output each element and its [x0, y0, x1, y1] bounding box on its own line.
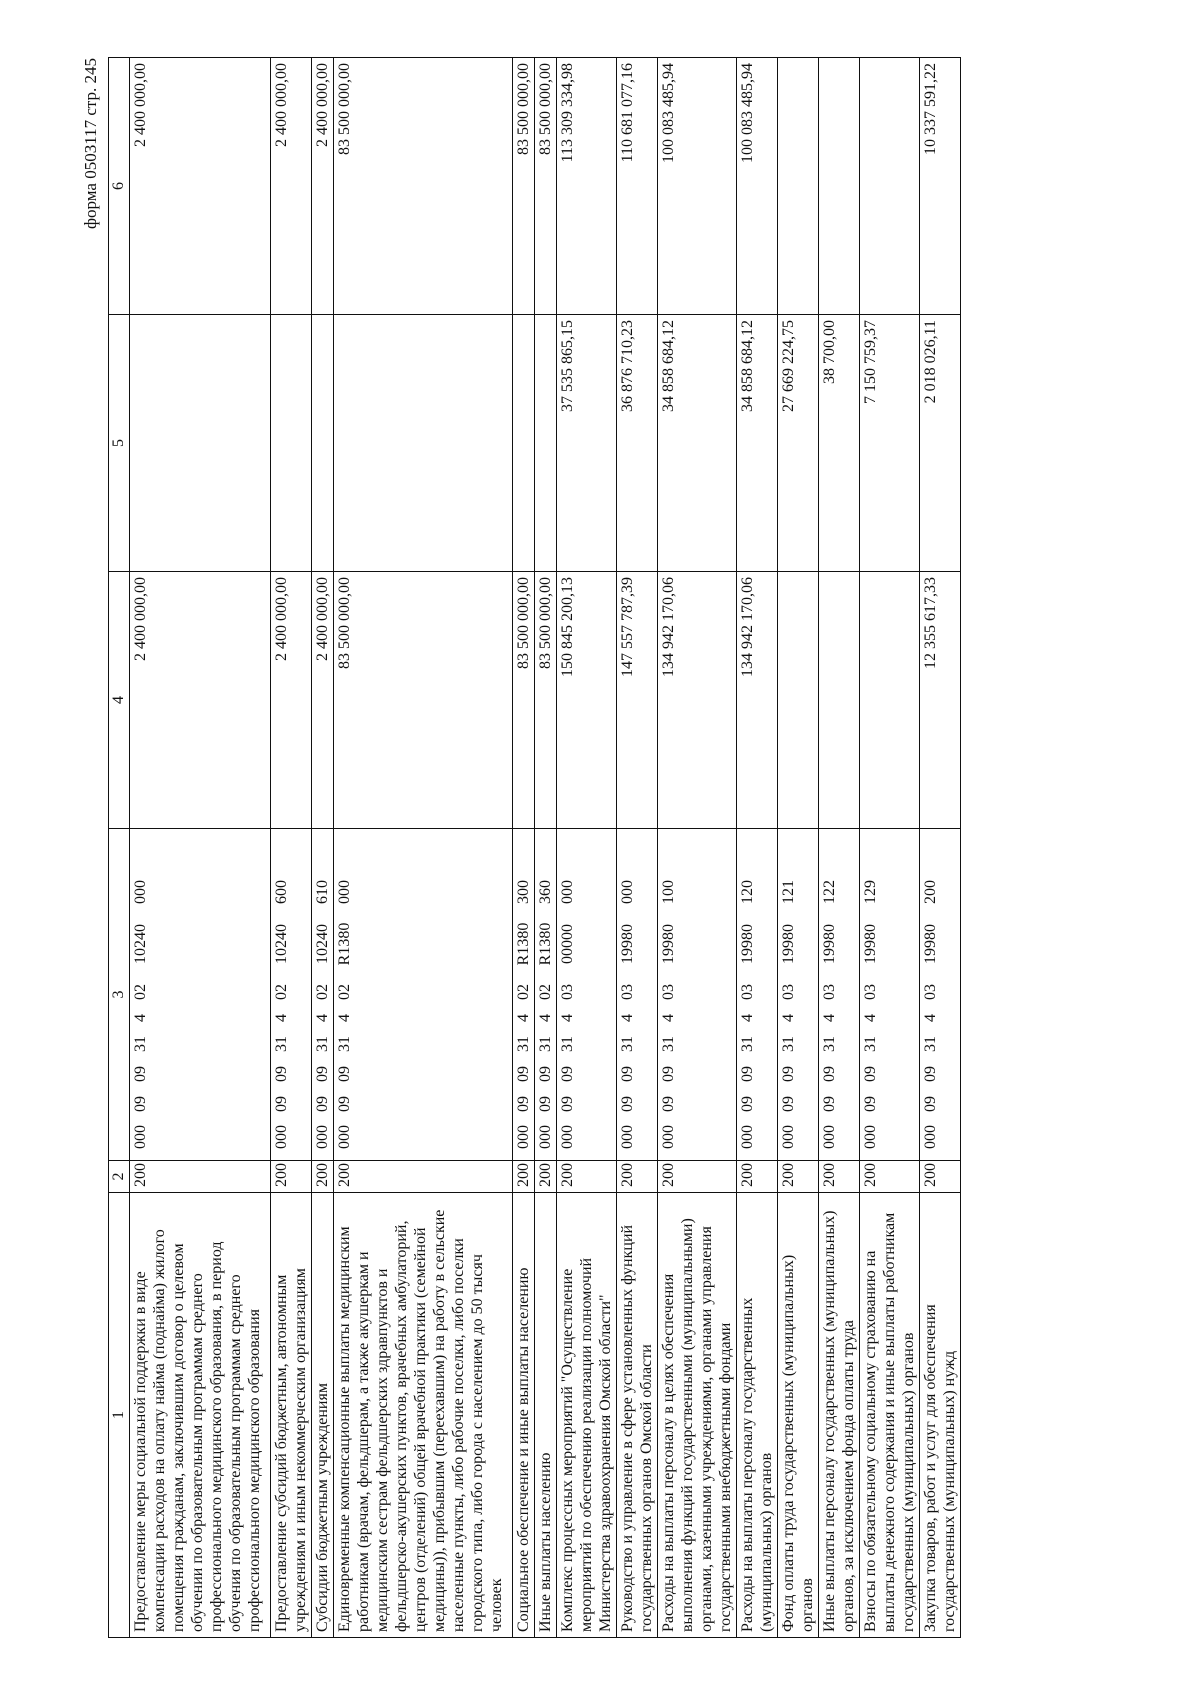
executed-amount: 2 018 026,11 [920, 315, 961, 572]
table-row [513, 58, 535, 1638]
code-segment: 31 [922, 1036, 939, 1052]
approved-amount: 134 942 170,06 [737, 572, 778, 829]
code-segment: 360 [537, 880, 554, 904]
row-line-code: 200 [557, 1161, 617, 1193]
code-segment: 09 [821, 1066, 838, 1082]
unexecuted-amount: 2 400 000,00 [271, 58, 312, 315]
row-description: Иные выплаты персоналу государственных (муниципальных) органов, за исключением фонда оплаты труда [819, 1193, 860, 1638]
executed-amount: 38 700,00 [819, 315, 860, 572]
code-segment: 000 [559, 1125, 576, 1149]
report-page [80, 58, 1120, 1638]
column-header: 2 [109, 1161, 130, 1193]
code-segment: 31 [515, 1036, 532, 1052]
code-segment: 10240 [273, 924, 290, 964]
code-segment: 09 [515, 1096, 532, 1112]
row-description: Руководство и управление в сфере установленных функций государственных органов Омской области [617, 1193, 658, 1638]
code-segment: 4 [537, 1014, 554, 1022]
code-segment: 19980 [619, 924, 636, 964]
code-segment: 19980 [922, 924, 939, 964]
row-description: Закупка товаров, работ и услуг для обеспечения государственных (муниципальных) нужд [920, 1193, 961, 1638]
executed-amount [513, 315, 535, 572]
table-body [130, 58, 961, 1638]
code-segment: 122 [821, 880, 838, 904]
table-row [819, 58, 860, 1638]
code-segment: 02 [273, 984, 290, 1000]
executed-amount [130, 315, 271, 572]
budget-classification-code [737, 829, 778, 1161]
row-line-code: 200 [535, 1161, 557, 1193]
code-segment: 31 [660, 1036, 677, 1052]
column-number-row [109, 58, 130, 1638]
row-description: Фонд оплаты труда государственных (муниципальных) органов [778, 1193, 819, 1638]
code-segment: 09 [660, 1096, 677, 1112]
code-segment: 09 [862, 1096, 879, 1112]
code-segment: 09 [922, 1096, 939, 1112]
approved-amount [778, 572, 819, 829]
row-description: Комплекс процессных мероприятий "Осуществление мероприятий по обеспечению реализации полномочий Министерства здравоохранения Омской области" [557, 1193, 617, 1638]
table-row [778, 58, 819, 1638]
executed-amount [312, 315, 334, 572]
code-segment: 09 [273, 1066, 290, 1082]
row-description: Единовременные компенсационные выплаты медицинским работникам (врачам, фельдшерам, а также акушеркам и медицинским сестрам фельдшерских здравпунктов и фельдшерско-акушерских пунктов, врачебных амбулаторий, центров (отделений) общей врачебной практики (семейной медицины)), прибывшим (переехавшим) на работу в сельские населенные пункты, либо рабочие поселки, либо поселки городского типа, либо города с населением до 50 тысяч человек [334, 1193, 513, 1638]
column-header: 1 [109, 1193, 130, 1638]
code-segment: 000 [922, 1125, 939, 1149]
code-segment: R1380 [515, 922, 532, 966]
code-segment: 000 [314, 1125, 331, 1149]
code-segment: 4 [559, 1014, 576, 1022]
code-segment: 000 [821, 1125, 838, 1149]
code-segment: 09 [780, 1096, 797, 1112]
budget-classification-code [617, 829, 658, 1161]
code-segment: 300 [515, 880, 532, 904]
executed-amount [334, 315, 513, 572]
code-segment: 4 [273, 1014, 290, 1022]
budget-classification-code [658, 829, 737, 1161]
row-line-code: 200 [271, 1161, 312, 1193]
budget-classification-code [130, 829, 271, 1161]
budget-classification-code [312, 829, 334, 1161]
code-segment: 31 [273, 1036, 290, 1052]
table-row [312, 58, 334, 1638]
row-line-code: 200 [617, 1161, 658, 1193]
code-segment: 09 [922, 1066, 939, 1082]
code-segment: 31 [619, 1036, 636, 1052]
code-segment: 000 [537, 1125, 554, 1149]
code-segment: 000 [559, 880, 576, 904]
code-segment: 09 [273, 1096, 290, 1112]
row-line-code: 200 [737, 1161, 778, 1193]
row-description: Субсидии бюджетным учреждениям [312, 1193, 334, 1638]
code-segment: 02 [336, 984, 353, 1000]
code-segment: 4 [922, 1014, 939, 1022]
code-segment: 09 [739, 1066, 756, 1082]
table-row [334, 58, 513, 1638]
code-segment: 000 [739, 1125, 756, 1149]
table-row [617, 58, 658, 1638]
executed-amount: 37 535 865,15 [557, 315, 617, 572]
budget-classification-code [557, 829, 617, 1161]
unexecuted-amount [860, 58, 920, 315]
budget-classification-code [778, 829, 819, 1161]
code-segment: 120 [739, 880, 756, 904]
code-segment: 129 [862, 880, 879, 904]
unexecuted-amount: 100 083 485,94 [737, 58, 778, 315]
row-description: Предоставление меры социальной поддержки в виде компенсации расходов на оплату найма (поднайма) жилого помещения гражданам, заключившим договор о целевом обучении по образовательным программам среднего профессионального медицинского образования, в период обучения по образовательным программам среднего профессионального медицинского образования [130, 1193, 271, 1638]
approved-amount: 147 557 787,39 [617, 572, 658, 829]
code-segment: 31 [780, 1036, 797, 1052]
unexecuted-amount [819, 58, 860, 315]
column-header: 3 [109, 829, 130, 1161]
code-segment: 4 [739, 1014, 756, 1022]
approved-amount: 83 500 000,00 [334, 572, 513, 829]
table-row [737, 58, 778, 1638]
row-line-code: 200 [658, 1161, 737, 1193]
code-segment: 19980 [739, 924, 756, 964]
approved-amount: 2 400 000,00 [312, 572, 334, 829]
row-description: Социальное обеспечение и иные выплаты населению [513, 1193, 535, 1638]
executed-amount: 27 669 224,75 [778, 315, 819, 572]
budget-classification-code [513, 829, 535, 1161]
row-line-code: 200 [312, 1161, 334, 1193]
code-segment: 03 [739, 984, 756, 1000]
code-segment: 03 [862, 984, 879, 1000]
code-segment: 31 [862, 1036, 879, 1052]
row-description: Расходы на выплаты персоналу в целях обеспечения выполнения функций государственными (муниципальными) органами, казенными учреждениями, органами управления государственными внебюджетными фондами [658, 1193, 737, 1638]
executed-amount: 7 150 759,37 [860, 315, 920, 572]
approved-amount: 2 400 000,00 [271, 572, 312, 829]
unexecuted-amount: 2 400 000,00 [312, 58, 334, 315]
code-segment: 4 [821, 1014, 838, 1022]
code-segment: 09 [821, 1096, 838, 1112]
approved-amount: 83 500 000,00 [513, 572, 535, 829]
code-segment: 09 [559, 1066, 576, 1082]
unexecuted-amount: 113 309 334,98 [557, 58, 617, 315]
code-segment: 19980 [660, 924, 677, 964]
code-segment: 19980 [862, 924, 879, 964]
code-segment: 000 [273, 1125, 290, 1149]
executed-amount: 34 858 684,12 [737, 315, 778, 572]
table-row [658, 58, 737, 1638]
executed-amount [271, 315, 312, 572]
table-row [271, 58, 312, 1638]
approved-amount [819, 572, 860, 829]
code-segment: 09 [537, 1096, 554, 1112]
code-segment: 09 [559, 1096, 576, 1112]
code-segment: 121 [780, 880, 797, 904]
executed-amount: 36 876 710,23 [617, 315, 658, 572]
code-segment: 4 [314, 1014, 331, 1022]
unexecuted-amount: 110 681 077,16 [617, 58, 658, 315]
code-segment: 31 [132, 1036, 149, 1052]
code-segment: 10240 [314, 924, 331, 964]
code-segment: 00000 [559, 924, 576, 964]
code-segment: 000 [619, 1125, 636, 1149]
code-segment: 03 [559, 984, 576, 1000]
budget-classification-code [860, 829, 920, 1161]
budget-classification-code [535, 829, 557, 1161]
code-segment: 31 [336, 1036, 353, 1052]
code-segment: 000 [336, 880, 353, 904]
code-segment: 000 [515, 1125, 532, 1149]
code-segment: 100 [660, 880, 677, 904]
code-segment: 4 [780, 1014, 797, 1022]
code-segment: 4 [515, 1014, 532, 1022]
code-segment: 4 [336, 1014, 353, 1022]
row-line-code: 200 [130, 1161, 271, 1193]
code-segment: 02 [132, 984, 149, 1000]
code-segment: 09 [314, 1096, 331, 1112]
code-segment: 09 [619, 1096, 636, 1112]
code-segment: R1380 [336, 922, 353, 966]
code-segment: 4 [619, 1014, 636, 1022]
code-segment: 02 [314, 984, 331, 1000]
code-segment: 09 [515, 1066, 532, 1082]
budget-classification-code [271, 829, 312, 1161]
unexecuted-amount: 83 500 000,00 [513, 58, 535, 315]
table-row [920, 58, 961, 1638]
code-segment: 000 [336, 1125, 353, 1149]
code-segment: 19980 [821, 924, 838, 964]
column-header: 4 [109, 572, 130, 829]
row-description: Иные выплаты населению [535, 1193, 557, 1638]
code-segment: 03 [619, 984, 636, 1000]
code-segment: 09 [132, 1096, 149, 1112]
approved-amount: 134 942 170,06 [658, 572, 737, 829]
unexecuted-amount: 10 337 591,22 [920, 58, 961, 315]
code-segment: 09 [862, 1066, 879, 1082]
table-row [557, 58, 617, 1638]
row-line-code: 200 [513, 1161, 535, 1193]
row-line-code: 200 [819, 1161, 860, 1193]
executed-amount [535, 315, 557, 572]
row-line-code: 200 [860, 1161, 920, 1193]
row-line-code: 200 [778, 1161, 819, 1193]
code-segment: 000 [780, 1125, 797, 1149]
code-segment: 03 [922, 984, 939, 1000]
budget-classification-code [334, 829, 513, 1161]
code-segment: 31 [821, 1036, 838, 1052]
row-line-code: 200 [920, 1161, 961, 1193]
code-segment: 000 [619, 880, 636, 904]
code-segment: 200 [922, 880, 939, 904]
table-row [130, 58, 271, 1638]
row-line-code: 200 [334, 1161, 513, 1193]
approved-amount: 83 500 000,00 [535, 572, 557, 829]
budget-classification-code [819, 829, 860, 1161]
code-segment: 000 [132, 880, 149, 904]
code-segment: 10240 [132, 924, 149, 964]
executed-amount: 34 858 684,12 [658, 315, 737, 572]
approved-amount: 2 400 000,00 [130, 572, 271, 829]
code-segment: 03 [660, 984, 677, 1000]
code-segment: 31 [314, 1036, 331, 1052]
row-description: Расходы на выплаты персоналу государственных (муниципальных) органов [737, 1193, 778, 1638]
column-header: 6 [109, 58, 130, 315]
code-segment: 000 [660, 1125, 677, 1149]
code-segment: 09 [132, 1066, 149, 1082]
row-description: Взносы по обязательному социальному страхованию на выплаты денежного содержания и иные выплаты работникам государственных (муниципальных) органов [860, 1193, 920, 1638]
code-segment: 09 [314, 1066, 331, 1082]
table-row [535, 58, 557, 1638]
code-segment: 000 [132, 1125, 149, 1149]
unexecuted-amount: 83 500 000,00 [334, 58, 513, 315]
unexecuted-amount [778, 58, 819, 315]
budget-execution-table [108, 57, 961, 1638]
code-segment: 19980 [780, 924, 797, 964]
form-identifier: форма 0503117 стр. 245 [81, 58, 100, 229]
code-segment: 4 [862, 1014, 879, 1022]
unexecuted-amount: 100 083 485,94 [658, 58, 737, 315]
row-description: Предоставление субсидий бюджетным, автономным учреждениям и иным некоммерческим организациям [271, 1193, 312, 1638]
column-header: 5 [109, 315, 130, 572]
unexecuted-amount: 83 500 000,00 [535, 58, 557, 315]
code-segment: 02 [537, 984, 554, 1000]
code-segment: 31 [537, 1036, 554, 1052]
code-segment: 610 [314, 880, 331, 904]
code-segment: 600 [273, 880, 290, 904]
code-segment: 03 [821, 984, 838, 1000]
unexecuted-amount: 2 400 000,00 [130, 58, 271, 315]
approved-amount [860, 572, 920, 829]
code-segment: 09 [336, 1066, 353, 1082]
code-segment: 31 [739, 1036, 756, 1052]
code-segment: 000 [862, 1125, 879, 1149]
code-segment: 4 [132, 1014, 149, 1022]
code-segment: 31 [559, 1036, 576, 1052]
code-segment: 09 [660, 1066, 677, 1082]
approved-amount: 12 355 617,33 [920, 572, 961, 829]
budget-classification-code [920, 829, 961, 1161]
code-segment: 02 [515, 984, 532, 1000]
table-row [860, 58, 920, 1638]
code-segment: 09 [537, 1066, 554, 1082]
approved-amount: 150 845 200,13 [557, 572, 617, 829]
code-segment: 03 [780, 984, 797, 1000]
code-segment: 09 [619, 1066, 636, 1082]
code-segment: 09 [780, 1066, 797, 1082]
code-segment: R1380 [537, 922, 554, 966]
code-segment: 09 [739, 1096, 756, 1112]
code-segment: 09 [336, 1096, 353, 1112]
code-segment: 4 [660, 1014, 677, 1022]
